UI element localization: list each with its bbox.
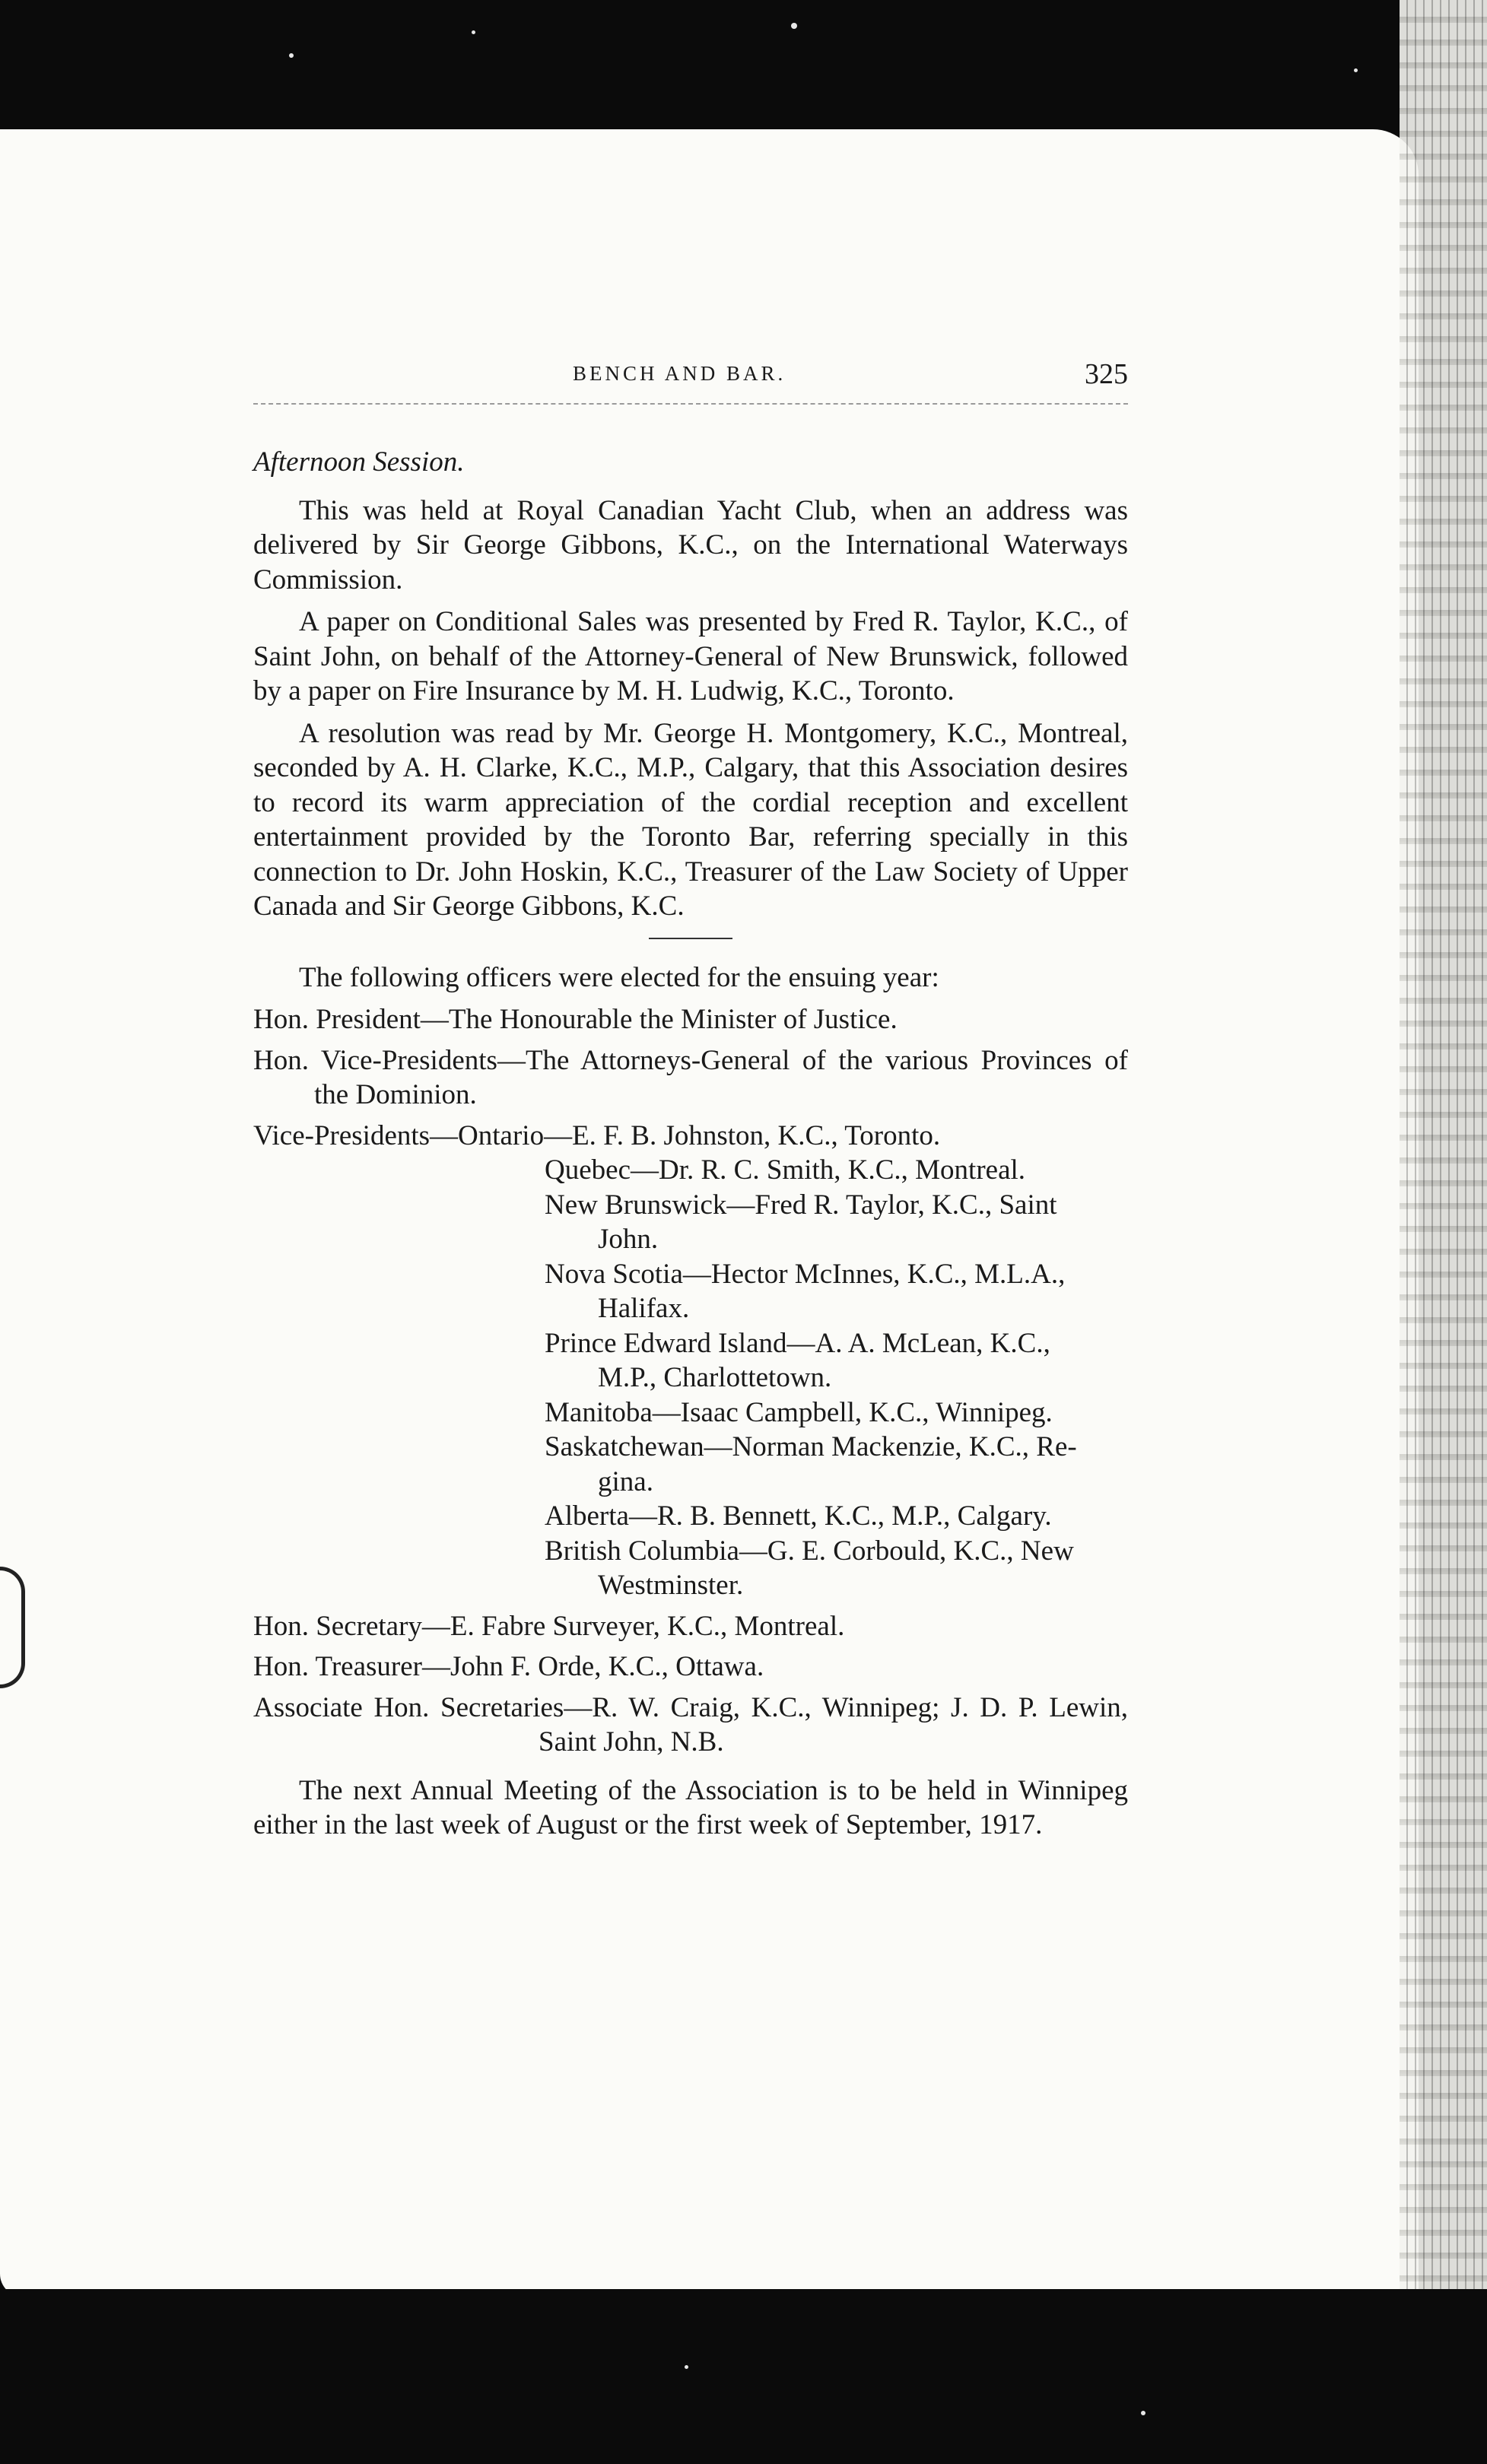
vice-presidents-label: Vice-Presidents— [253,1119,459,1151]
running-head: BENCH AND BAR. [573,362,786,385]
office-hon-treasurer: Hon. Treasurer—John F. Orde, K.C., Ottawa. [253,1651,764,1682]
vice-president-entry: New Brunswick—Fred R. Taylor, K.C., Saint John. [545,1189,1057,1255]
closing-paragraph: The next Annual Meeting of the Association is to be held in Winnipeg either in the last week of August or the first week of September, 1917. [253,1774,1128,1840]
section-divider [649,938,732,939]
office-hon-president: Hon. President—The Honourable the Minister of Justice. [253,1004,898,1035]
vice-president-entry: Saskatchewan—Norman Mackenzie, K.C., Re- gina. [545,1431,1077,1497]
vice-president-entry: British Columbia—G. E. Corbould, K.C., New Westminster. [545,1535,1074,1601]
page-header [253,357,1128,395]
scan-border-top [0,0,1487,133]
section-heading: Afternoon Session. [253,446,465,478]
vice-president-entry: Ontario—E. F. B. Johnston, K.C., Toronto. [458,1119,941,1151]
vice-president-entry: Alberta—R. B. Bennett, K.C., M.P., Calgary. [545,1500,1052,1532]
vice-presidents-list [253,1119,1128,1603]
office-hon-vice-presidents: Hon. Vice-Presidents—The Attorneys-General of the various Provinces of the Dominion. [253,1044,1128,1110]
scan-border-bottom [0,2289,1487,2464]
officers-intro: The following officers were elected for the ensuing year: [299,961,939,993]
paragraph: A resolution was read by Mr. George H. Montgomery, K.C., Montreal, seconded by A. H. Clarke, K.C., M.P., Calgary, that this Association desires to record its warm appreciation of the cordial reception and excellent entertainment provided by the Toronto Bar, referring specially in this connection to Dr. John Hoskin, K.C., Treasurer of the Law Society of Upper Canada and Sir George Gibbons, K.C. [253,717,1128,922]
header-rule [253,403,1128,405]
page-curl-mark [0,1567,25,1688]
page-number: 325 [1085,358,1128,390]
vice-president-entry: Prince Edward Island—A. A. McLean, K.C., M.P., Charlottetown. [545,1327,1050,1393]
vice-president-entry: Nova Scotia—Hector McInnes, K.C., M.L.A., Halifax. [545,1258,1066,1324]
vice-president-entry: Manitoba—Isaac Campbell, K.C., Winnipeg. [545,1396,1053,1428]
paragraph: This was held at Royal Canadian Yacht Club, when an address was delivered by Sir George Gibbons, K.C., on the International Waterways Commission. [253,494,1128,595]
scan-edge-right [1400,0,1487,2464]
office-associate-secretaries: Associate Hon. Secretaries—R. W. Craig, K.C., Winnipeg; J. D. P. Lewin, Saint John, N.B. [253,1691,1128,1758]
page-body [253,445,1128,1843]
paragraph: A paper on Conditional Sales was presented by Fred R. Taylor, K.C., of Saint John, on behalf of the Attorney-General of New Brunswick, followed by a paper on Fire Insurance by M. H. Ludwig, K.C., Toronto. [253,606,1128,706]
vice-president-entry: Quebec—Dr. R. C. Smith, K.C., Montreal. [545,1154,1026,1186]
office-hon-secretary: Hon. Secretary—E. Fabre Surveyer, K.C., Montreal. [253,1610,845,1642]
